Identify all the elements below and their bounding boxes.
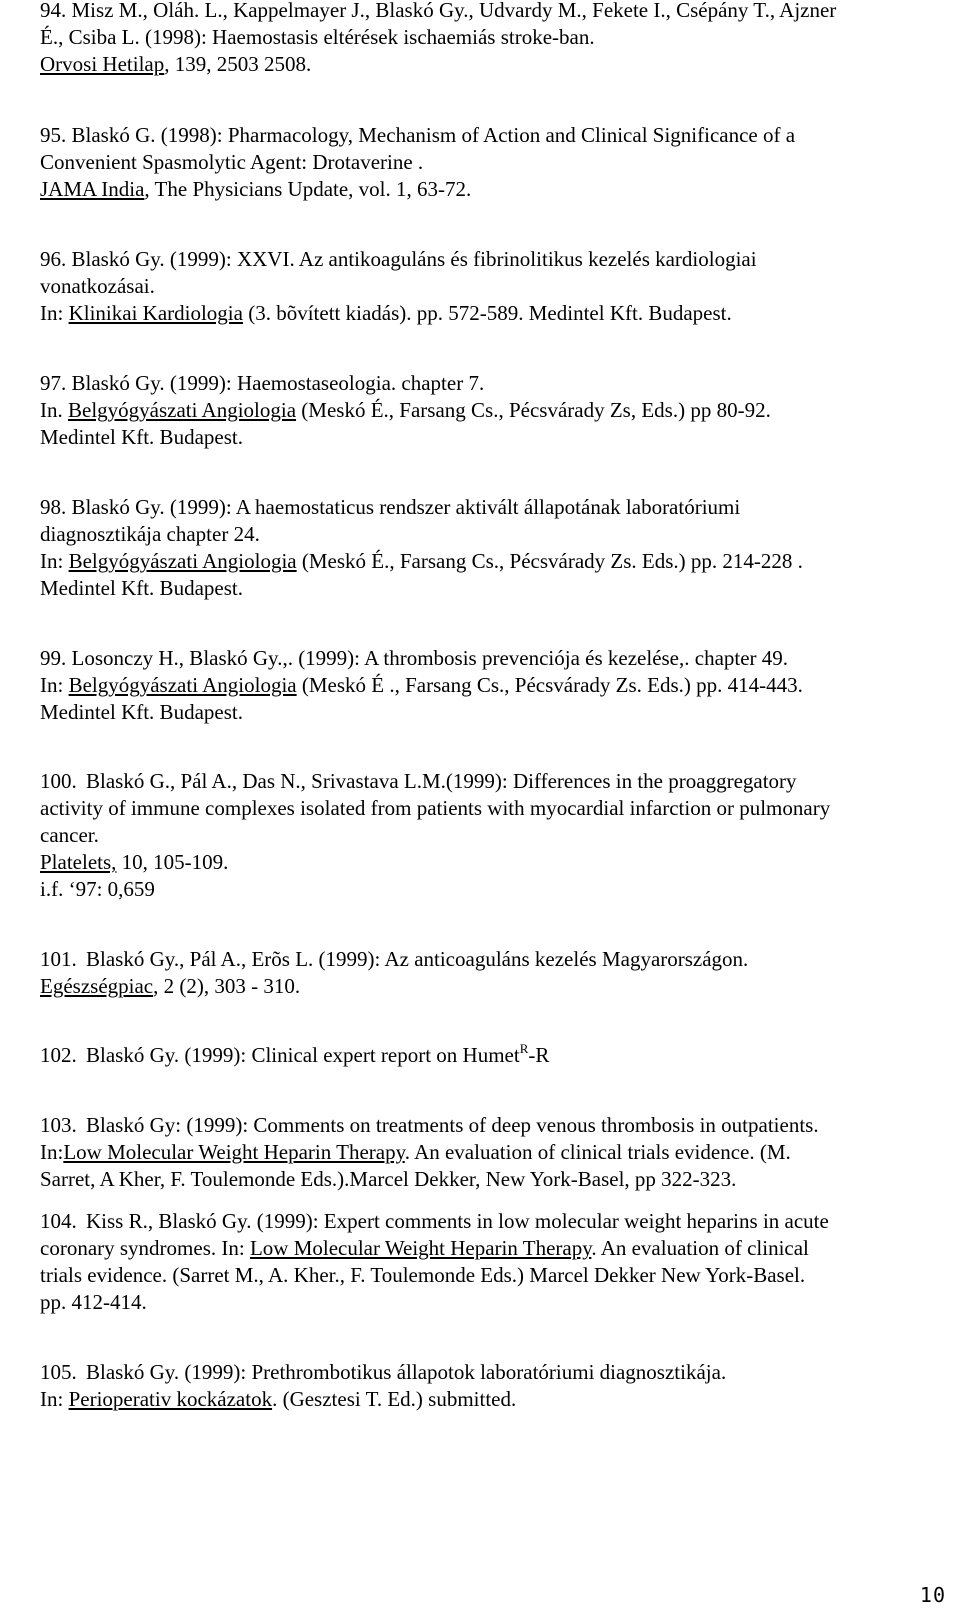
ref-95-line-1: 95. Blaskó G. (1998): Pharmacology, Mechanism of Action and Clinical Significance of a [40, 123, 796, 147]
ref-97-line-1: 97. Blaskó Gy. (1999): Haemostaseologia. chapter 7. [40, 371, 485, 395]
ref-100-line-1: 100. Blaskó G., Pál A., Das N., Srivastava L.M.(1999): Differences in the proaggregatory [40, 769, 797, 793]
ref-number: 102. [40, 1043, 77, 1067]
ref-97-line-3: Medintel Kft. Budapest. [40, 425, 243, 449]
ref-number: 103. [40, 1113, 77, 1137]
ref-96-line-1: 96. Blaskó Gy. (1999): XXVI. Az antikoaguláns és fibrinolitikus kezelés kardiologiai [40, 247, 757, 271]
ref-94-line-3: Orvosi Hetilap, 139, 2503 2508. [40, 52, 312, 76]
ref-94-line-2: É., Csiba L. (1998): Haemostasis eltérések ischaemiás stroke-ban. [40, 25, 595, 49]
page-number: 10 [919, 1583, 946, 1607]
ref-number: 100. [40, 769, 77, 793]
ref-98-line-2: diagnosztikája chapter 24. [40, 522, 260, 546]
ref-104-line-4: pp. 412-414. [40, 1290, 147, 1314]
journal-title: Orvosi Hetilap [40, 52, 165, 76]
ref-95-line-2: Convenient Spasmolytic Agent: Drotaverine . [40, 150, 424, 174]
ref-number: 101. [40, 947, 77, 971]
book-title: Klinikai Kardiologia [68, 301, 243, 325]
ref-103-line-2: In:Low Molecular Weight Heparin Therapy. An evaluation of clinical trials evidence. (M. [40, 1140, 791, 1164]
book-title: Belgyógyászati Angiologia [68, 673, 297, 697]
ref-104-line-3: trials evidence. (Sarret M., A. Kher., F. Toulemonde Eds.) Marcel Dekker New York-Basel. [40, 1263, 806, 1287]
ref-101-line-2: Egészségpiac, 2 (2), 303 - 310. [40, 974, 301, 998]
ref-98-line-1: 98. Blaskó Gy. (1999): A haemostaticus rendszer aktivált állapotának laboratóriumi [40, 495, 741, 519]
journal-title: Egészségpiac [40, 974, 154, 998]
book-title: Low Molecular Weight Heparin Therapy [249, 1236, 592, 1260]
ref-99-line-2: In: Belgyógyászati Angiologia (Meskó É ., Farsang Cs., Pécsvárady Zs. Eds.) pp. 414-443. [40, 673, 803, 697]
ref-103-line-1: 103. Blaskó Gy: (1999): Comments on treatments of deep venous thrombosis in outpatients. [40, 1113, 819, 1137]
superscript-mark: R [519, 1041, 529, 1056]
ref-98-line-4: Medintel Kft. Budapest. [40, 576, 243, 600]
ref-104-line-2: coronary syndromes. In: Low Molecular Weight Heparin Therapy. An evaluation of clinical [40, 1236, 809, 1260]
ref-101-line-1: 101. Blaskó Gy., Pál A., Erõs L. (1999): Az anticoaguláns kezelés Magyarországon. [40, 947, 749, 971]
book-title: Low Molecular Weight Heparin Therapy [63, 1140, 405, 1164]
ref-96-line-2: vonatkozásai. [40, 274, 155, 298]
ref-100-line-3: cancer. [40, 823, 99, 847]
ref-99-line-3: Medintel Kft. Budapest. [40, 700, 243, 724]
ref-98-line-3: In: Belgyógyászati Angiologia (Meskó É., Farsang Cs., Pécsvárady Zs. Eds.) pp. 214-228 . [40, 549, 803, 573]
book-title: Belgyógyászati Angiologia [68, 398, 297, 422]
ref-95-line-3: JAMA India, The Physicians Update, vol. 1, 63-72. [40, 177, 472, 201]
ref-105-line-1: 105. Blaskó Gy. (1999): Prethrombotikus állapotok laboratóriumi diagnosztikája. [40, 1360, 727, 1384]
ref-105-line-2: In: Perioperativ kockázatok. (Gesztesi T. Ed.) submitted. [40, 1387, 517, 1411]
ref-97-line-2: In. Belgyógyászati Angiologia (Meskó É., Farsang Cs., Pécsvárady Zs, Eds.) pp 80-92. [40, 398, 771, 422]
ref-number: 104. [40, 1209, 77, 1233]
book-title: Perioperativ kockázatok [68, 1387, 273, 1411]
journal-title: JAMA India [40, 177, 145, 201]
ref-96-line-3: In: Klinikai Kardiologia (3. bõvített kiadás). pp. 572-589. Medintel Kft. Budapest. [40, 301, 732, 325]
ref-103-line-3: Sarret, A Kher, F. Toulemonde Eds.).Marcel Dekker, New York-Basel, pp 322-323. [40, 1167, 737, 1191]
journal-title: Platelets, [40, 850, 117, 874]
book-title: Belgyógyászati Angiologia [68, 549, 297, 573]
ref-104-line-1: 104. Kiss R., Blaskó Gy. (1999): Expert comments in low molecular weight heparins in acute [40, 1209, 829, 1233]
ref-number: 105. [40, 1360, 77, 1384]
ref-94-line-1: 94. Misz M., Oláh. L., Kappelmayer J., Blaskó Gy., Udvardy M., Fekete I., Csépány T., Ajzner [40, 0, 837, 22]
ref-100-line-5: i.f. ‘97: 0,659 [40, 877, 155, 901]
ref-100-line-4: Platelets, 10, 105-109. [40, 850, 229, 874]
ref-100-line-2: activity of immune complexes isolated from patients with myocardial infarction or pulmonary [40, 796, 831, 820]
ref-99-line-1: 99. Losonczy H., Blaskó Gy.,. (1999): A thrombosis prevenciója és kezelése,. chapter 49. [40, 646, 789, 670]
ref-102-line-1: 102. Blaskó Gy. (1999): Clinical expert report on Humet$^R$-R [40, 1041, 550, 1067]
